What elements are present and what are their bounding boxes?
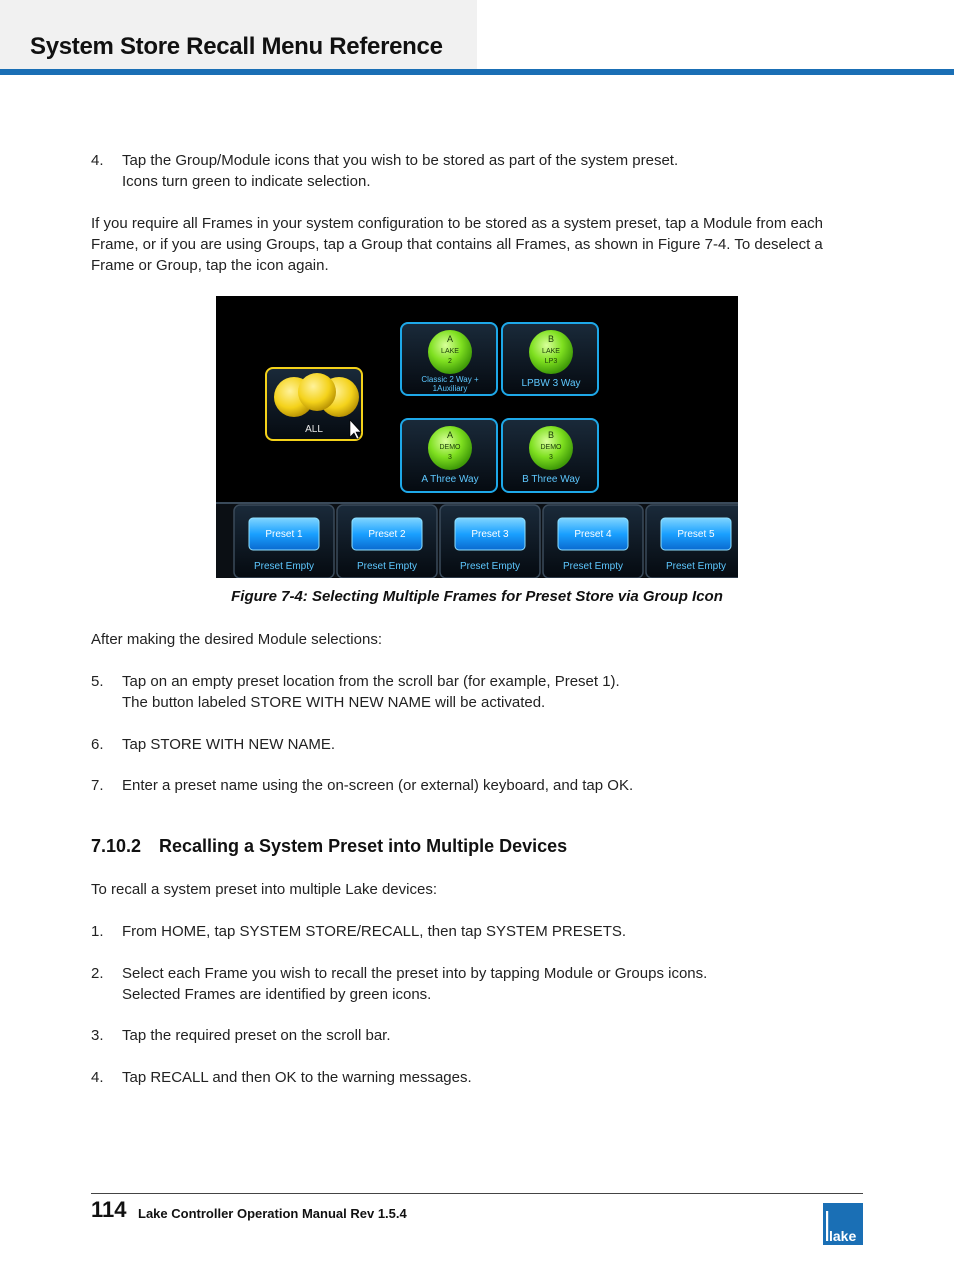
module-number: LP3	[544, 358, 558, 365]
step-text: Tap the Group/Module icons that you wish to be stored as part of the system preset.	[122, 152, 679, 169]
step-text: Enter a preset name using the on-screen (or external) keyboard, and tap OK.	[122, 777, 634, 794]
step-number: 2.	[91, 965, 104, 982]
paragraph: To recall a system preset into multiple Lake devices:	[91, 881, 437, 898]
preset-slot[interactable]	[337, 505, 437, 578]
preset-button-label: Preset 4	[574, 529, 612, 540]
step-text: Tap RECALL and then OK to the warning messages.	[122, 1069, 472, 1086]
preset-status: Preset Empty	[253, 561, 315, 572]
module-caption: B Three Way	[522, 474, 580, 485]
preset-status: Preset Empty	[562, 561, 624, 572]
module-icon[interactable]	[401, 323, 497, 395]
group-all-icon[interactable]	[266, 368, 362, 440]
module-icon[interactable]	[502, 419, 598, 492]
lake-logo-icon	[823, 1203, 863, 1245]
preset-status: Preset Empty	[459, 561, 521, 572]
logo-text: lake	[829, 1228, 857, 1244]
step-text: Tap STORE WITH NEW NAME.	[122, 736, 336, 753]
figure-screenshot	[216, 296, 738, 578]
header-rule	[0, 69, 954, 75]
footer-manual-title: Lake Controller Operation Manual Rev 1.5.4	[138, 1206, 407, 1221]
module-number: 3	[549, 454, 553, 461]
step-text: Tap on an empty preset location from the scroll bar (for example, Preset 1).	[122, 673, 620, 690]
step-number: 1.	[91, 923, 104, 940]
page-header-title: System Store Recall Menu Reference	[30, 33, 443, 60]
module-caption: A Three Way	[421, 474, 479, 485]
module-caption: Classic 2 Way +	[421, 375, 479, 384]
step-number: 4.	[91, 152, 104, 169]
section-title: Recalling a System Preset into Multiple Devices	[159, 836, 568, 856]
page-number: 114	[91, 1197, 127, 1222]
module-icon[interactable]	[502, 323, 598, 395]
figure-caption: Figure 7-4: Selecting Multiple Frames for Preset Store via Group Icon	[231, 588, 723, 605]
module-letter: B	[547, 430, 555, 440]
step-number: 3.	[91, 1027, 104, 1044]
footer-rule	[91, 1193, 863, 1194]
section-number: 7.10.2	[91, 836, 142, 856]
module-name: LAKE	[542, 348, 560, 355]
step-number: 6.	[91, 736, 104, 753]
preset-button-label: Preset 2	[368, 529, 406, 540]
preset-status: Preset Empty	[665, 561, 727, 572]
preset-button-label: Preset 3	[471, 529, 509, 540]
step-number: 4.	[91, 1069, 104, 1086]
step-text: The button labeled STORE WITH NEW NAME will be activated.	[122, 694, 546, 711]
module-name: DEMO	[439, 444, 461, 451]
module-number: 3	[448, 454, 452, 461]
paragraph: If you require all Frames in your system configuration to be stored as a system preset, tap a Module from each Frame, or if you are using Groups, tap a Group that contains all Frames, as shown in Figure 7-4. To deselect a Frame or Group, tap the icon again.	[91, 215, 824, 274]
step-number: 7.	[91, 777, 104, 794]
step-number: 5.	[91, 673, 104, 690]
preset-button-label: Preset 5	[677, 529, 715, 540]
module-caption-line2: 1Auxiliary	[432, 384, 468, 393]
step-text: Tap the required preset on the scroll bar.	[122, 1027, 391, 1044]
module-name: LAKE	[441, 348, 459, 355]
module-letter: A	[446, 334, 454, 344]
module-name: DEMO	[540, 444, 562, 451]
group-all-label: ALL	[305, 424, 323, 435]
step-text: Icons turn green to indicate selection.	[122, 173, 371, 190]
module-icon[interactable]	[401, 419, 497, 492]
preset-slot[interactable]	[646, 505, 738, 578]
preset-slot[interactable]	[543, 505, 643, 578]
section-heading	[91, 836, 567, 857]
preset-slot[interactable]	[440, 505, 540, 578]
module-number: 2	[448, 358, 452, 365]
preset-status: Preset Empty	[356, 561, 418, 572]
step-text: Selected Frames are identified by green icons.	[122, 986, 432, 1003]
module-letter: B	[547, 334, 555, 344]
step-text: Select each Frame you wish to recall the preset into by tapping Module or Groups icons.	[122, 965, 708, 982]
preset-button-label: Preset 1	[265, 529, 303, 540]
paragraph: After making the desired Module selections:	[91, 631, 382, 648]
preset-slot[interactable]	[234, 505, 334, 578]
module-caption: LPBW 3 Way	[521, 378, 581, 389]
module-letter: A	[446, 430, 454, 440]
step-text: From HOME, tap SYSTEM STORE/RECALL, then tap SYSTEM PRESETS.	[122, 923, 627, 940]
